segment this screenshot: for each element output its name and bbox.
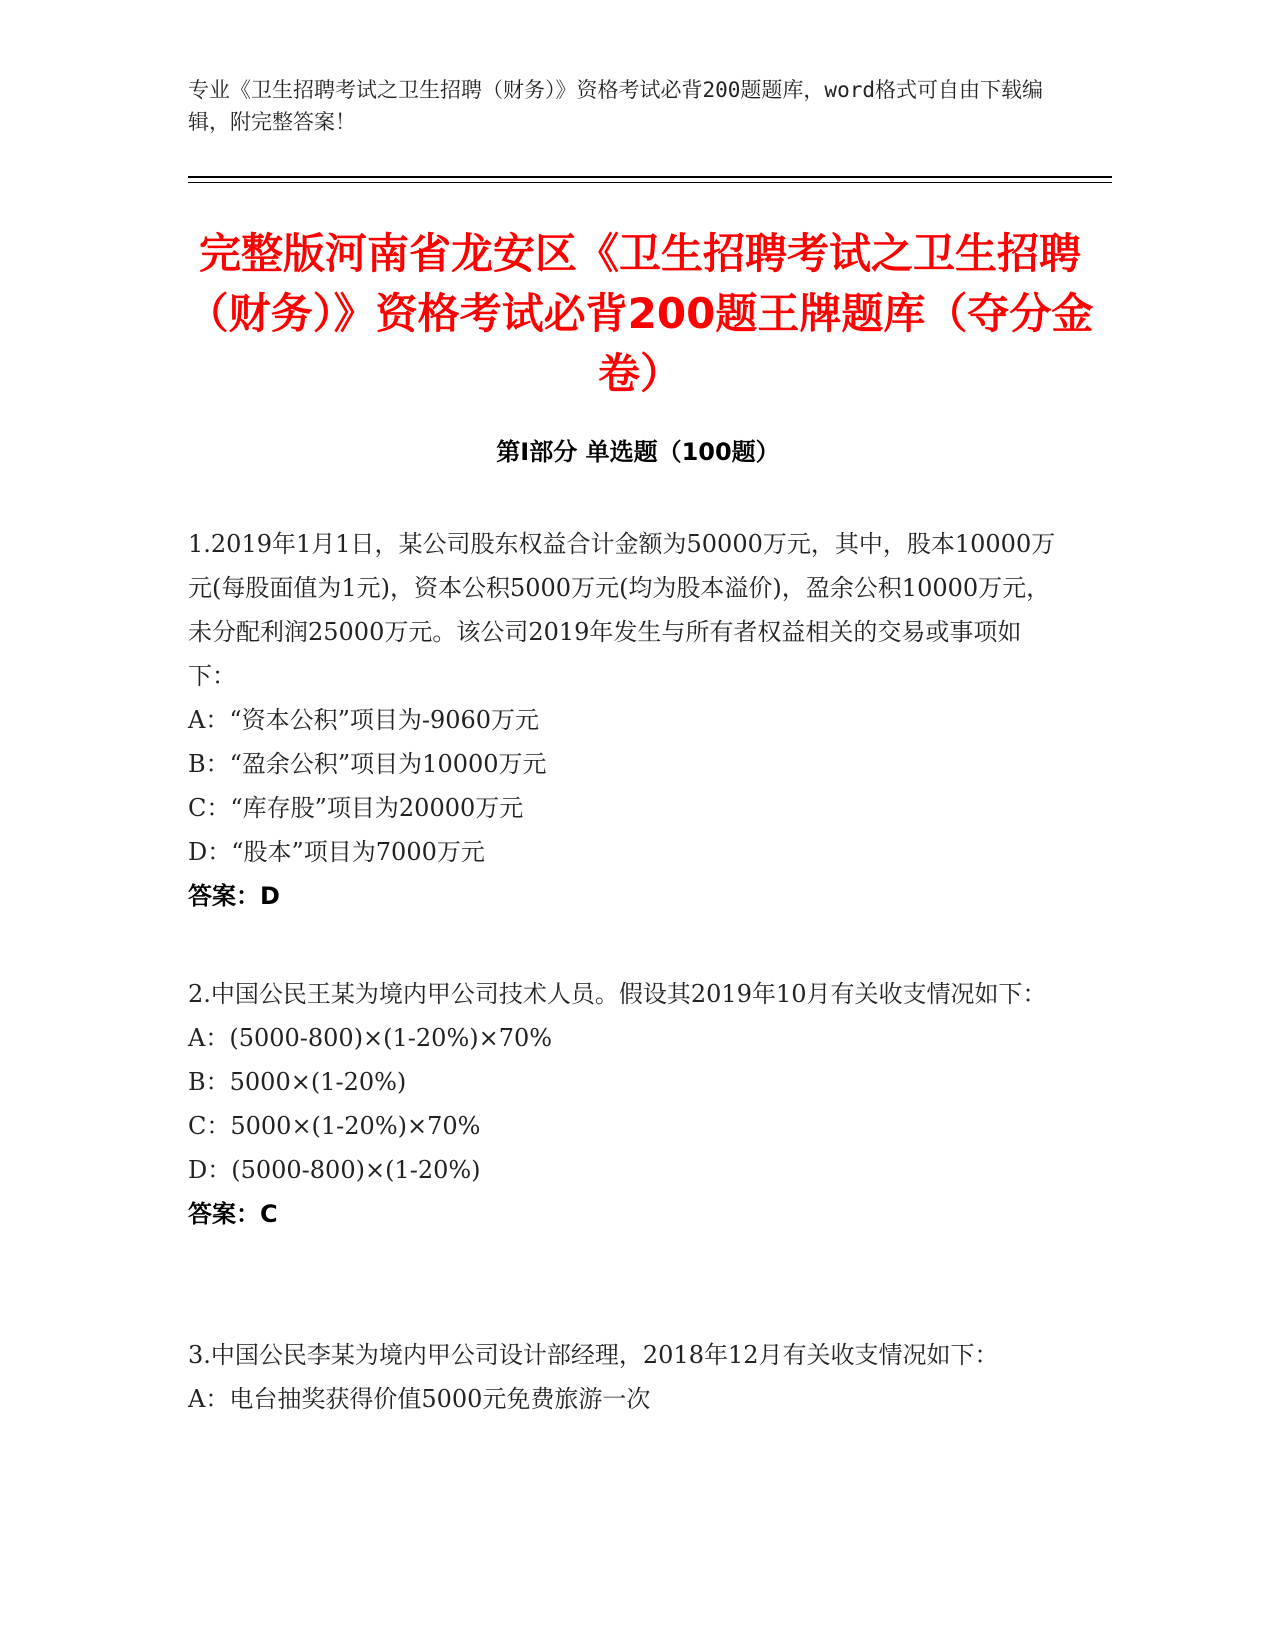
header-divider-thick bbox=[188, 176, 1112, 178]
question-stem: 3.中国公民李某为境内甲公司设计部经理，2018年12月有关收支情况如下： bbox=[188, 1341, 999, 1369]
header-note: 专业《卫生招聘考试之卫生招聘（财务）》资格考试必背200题题库，word格式可自由下载编辑，附完整答案！ bbox=[188, 78, 1043, 134]
option-a: A：电台抽奖获得价值5000元免费旅游一次 bbox=[188, 1385, 651, 1413]
answer: 答案：C bbox=[188, 1200, 278, 1228]
question-2 bbox=[188, 972, 1068, 1236]
header-divider-thin bbox=[188, 182, 1112, 183]
document-title: 完整版河南省龙安区《卫生招聘考试之卫生招聘（财务）》资格考试必背200题王牌题库（夺分金卷） bbox=[186, 229, 1094, 398]
answer: 答案：D bbox=[188, 882, 280, 910]
option-c: C：5000×(1-20%)×70% bbox=[188, 1112, 481, 1140]
question-stem: 2.中国公民王某为境内甲公司技术人员。假设其2019年10月有关收支情况如下： bbox=[188, 980, 1047, 1008]
option-a: A：“资本公积”项目为-9060万元 bbox=[188, 706, 540, 734]
option-b: B：“盈余公积”项目为10000万元 bbox=[188, 750, 547, 778]
option-b: B：5000×(1-20%) bbox=[188, 1068, 407, 1096]
option-d: D：“股本”项目为7000万元 bbox=[188, 838, 485, 866]
question-1 bbox=[188, 522, 1068, 918]
option-d: D：(5000-800)×(1-20%) bbox=[188, 1156, 481, 1184]
option-a: A：(5000-800)×(1-20%)×70% bbox=[188, 1024, 553, 1052]
question-3 bbox=[188, 1333, 1068, 1421]
option-c: C：“库存股”项目为20000万元 bbox=[188, 794, 524, 822]
question-stem: 1.2019年1月1日，某公司股东权益合计金额为50000万元，其中，股本10000万元(每股面值为1元)，资本公积5000万元(均为股本溢价)，盈余公积10000万元，未分配利润25000万元。该公司2019年发生与所有者权益相关的交易或事项如下： bbox=[188, 530, 1056, 690]
section-heading: 第Ⅰ部分 单选题（100题） bbox=[496, 438, 780, 466]
